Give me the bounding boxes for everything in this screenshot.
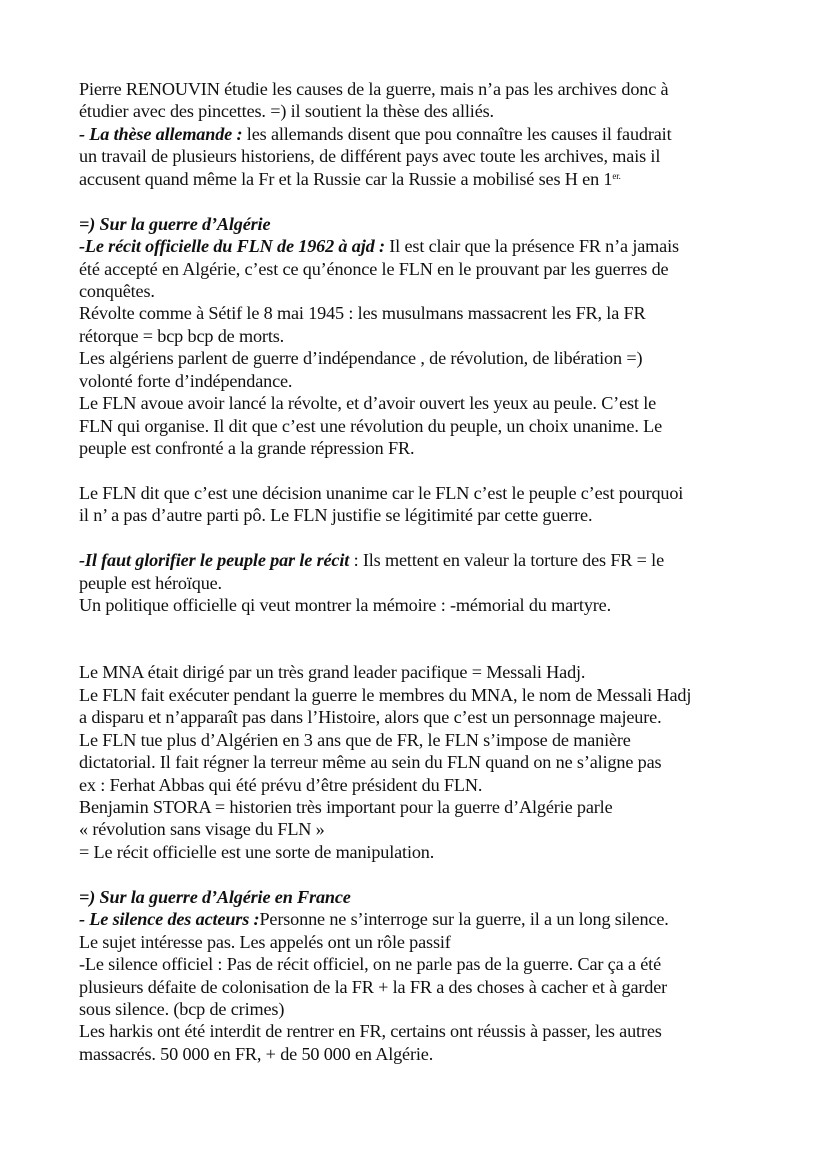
body-text: sous silence. (bcp de crimes) bbox=[79, 998, 285, 1019]
body-text: peuple est confronté a la grande répression FR. bbox=[79, 438, 415, 458]
text-line bbox=[79, 774, 759, 796]
text-line bbox=[79, 213, 759, 235]
body-text: Pierre RENOUVIN étudie les causes de la guerre, mais n’a pas les archives donc à bbox=[79, 79, 669, 99]
paragraph-gap bbox=[79, 639, 759, 661]
body-text: ex : Ferhat Abbas qui été prévu d’être président du FLN. bbox=[79, 774, 483, 795]
text-line bbox=[79, 145, 759, 167]
bold-italic-heading: =) Sur la guerre d’Algérie bbox=[79, 213, 271, 234]
text-line bbox=[79, 1020, 759, 1042]
text-line bbox=[79, 280, 759, 302]
body-text: été accepté en Algérie, c’est ce qu’énonce le FLN en le prouvant par les guerres de bbox=[79, 258, 669, 279]
text-line bbox=[79, 415, 759, 437]
body-text: un travail de plusieurs historiens, de différent pays avec toute les archives, mais il bbox=[79, 146, 661, 167]
body-text: « révolution sans visage du FLN » bbox=[79, 819, 325, 840]
body-text: conquêtes. bbox=[79, 280, 155, 301]
body-text: les allemands disent que pou connaître les causes il faudrait bbox=[246, 123, 672, 144]
text-line bbox=[79, 100, 759, 122]
text-line bbox=[79, 751, 759, 773]
text-line bbox=[79, 258, 759, 280]
body-text: = Le récit officielle est une sorte de manipulation. bbox=[79, 841, 435, 862]
body-text: Le FLN dit que c’est une décision unanime car le FLN c’est le peuple c’est pourquoi bbox=[79, 482, 684, 503]
text-line bbox=[79, 325, 759, 347]
body-text: FLN qui organise. Il dit que c’est une révolution du peuple, un choix unanime. Le bbox=[79, 415, 663, 436]
text-line bbox=[79, 347, 759, 369]
document-page bbox=[79, 78, 759, 1065]
text-line bbox=[79, 437, 759, 459]
paragraph-block bbox=[79, 482, 759, 527]
bold-italic-heading: =) Sur la guerre d’Algérie en France bbox=[79, 886, 351, 907]
paragraph-gap bbox=[79, 190, 759, 212]
superscript: er. bbox=[612, 170, 621, 181]
text-line bbox=[79, 953, 759, 975]
body-text: Les algériens parlent de guerre d’indépendance , de révolution, de libération =) bbox=[79, 348, 643, 369]
text-line bbox=[79, 976, 759, 998]
bold-italic-heading: - Le silence des acteurs : bbox=[79, 909, 260, 930]
text-line bbox=[79, 706, 759, 728]
text-line bbox=[79, 908, 759, 930]
text-line bbox=[79, 661, 759, 683]
text-line bbox=[79, 841, 759, 863]
paragraph-gap bbox=[79, 863, 759, 885]
body-text: Benjamin STORA = historien très important pour la guerre d’Algérie parle bbox=[79, 797, 613, 817]
body-text: Un politique officielle qi veut montrer la mémoire : -mémorial du martyre. bbox=[79, 595, 612, 616]
body-text: Il est clair que la présence FR n’a jamais bbox=[389, 236, 679, 257]
body-text: : Ils mettent en valeur la torture des FR = le bbox=[349, 550, 665, 571]
body-text: étudier avec des pincettes. =) il soutient la thèse des alliés. bbox=[79, 101, 494, 122]
body-text: accusent quand même la Fr et la Russie car la Russie a mobilisé ses H en 1 bbox=[79, 168, 613, 189]
text-line bbox=[79, 729, 759, 751]
text-line bbox=[79, 392, 759, 414]
body-text: il n’ a pas d’autre parti pô. Le FLN justifie se légitimité par cette guerre. bbox=[79, 505, 593, 526]
text-line bbox=[79, 572, 759, 594]
paragraph-block bbox=[79, 886, 759, 1066]
body-text: plusieurs défaite de colonisation de la FR + la FR a des choses à cacher et à garder bbox=[79, 976, 668, 997]
body-text: Le MNA était dirigé par un très grand leader pacifique = Messali Hadj. bbox=[79, 662, 586, 683]
body-text: Le FLN tue plus d’Algérien en 3 ans que de FR, le FLN s’impose de manière bbox=[79, 729, 631, 750]
body-text: Le sujet intéresse pas. Les appelés ont un rôle passif bbox=[79, 931, 451, 952]
body-text: massacrés. 50 000 en FR, + de 50 000 en Algérie. bbox=[79, 1043, 434, 1064]
text-line bbox=[79, 998, 759, 1020]
text-line bbox=[79, 235, 759, 257]
body-text: a disparu et n’apparaît pas dans l’Histoire, alors que c’est un personnage majeure. bbox=[79, 707, 662, 728]
paragraph-block bbox=[79, 213, 759, 460]
text-line bbox=[79, 123, 759, 145]
body-text: peuple est héroïque. bbox=[79, 572, 222, 593]
paragraph-block bbox=[79, 549, 759, 616]
body-text: rétorque = bcp bcp de morts. bbox=[79, 325, 285, 346]
paragraph-gap bbox=[79, 527, 759, 549]
text-line bbox=[79, 594, 759, 616]
body-text: Personne ne s’interroge sur la guerre, il a un long silence. bbox=[259, 909, 669, 930]
body-text: dictatorial. Il fait régner la terreur même au sein du FLN quand on ne s’aligne pas bbox=[79, 752, 662, 773]
text-line bbox=[79, 482, 759, 504]
text-line bbox=[79, 370, 759, 392]
text-line bbox=[79, 818, 759, 840]
body-text: -Le silence officiel : Pas de récit officiel, on ne parle pas de la guerre. Car ça a été bbox=[79, 954, 661, 975]
text-line bbox=[79, 504, 759, 526]
bold-italic-heading: - La thèse allemande : bbox=[79, 123, 247, 144]
bold-italic-heading: -Le récit officielle du FLN de 1962 à ajd : bbox=[79, 236, 390, 257]
body-text: Les harkis ont été interdit de rentrer en FR, certains ont réussis à passer, les autres bbox=[79, 1021, 662, 1042]
text-line bbox=[79, 684, 759, 706]
text-line bbox=[79, 302, 759, 324]
paragraph-block bbox=[79, 78, 759, 190]
text-line bbox=[79, 931, 759, 953]
text-line bbox=[79, 168, 759, 190]
text-line bbox=[79, 1043, 759, 1065]
body-text: Le FLN avoue avoir lancé la révolte, et d’avoir ouvert les yeux au peule. C’est le bbox=[79, 393, 657, 414]
text-line bbox=[79, 886, 759, 908]
text-line bbox=[79, 549, 759, 571]
paragraph-block bbox=[79, 661, 759, 863]
body-text: Révolte comme à Sétif le 8 mai 1945 : les musulmans massacrent les FR, la FR bbox=[79, 303, 646, 324]
text-line bbox=[79, 796, 759, 818]
paragraph-gap bbox=[79, 617, 759, 639]
body-text: Le FLN fait exécuter pendant la guerre le membres du MNA, le nom de Messali Hadj bbox=[79, 684, 692, 705]
bold-italic-heading: -Il faut glorifier le peuple par le récit bbox=[79, 550, 350, 571]
paragraph-gap bbox=[79, 459, 759, 481]
text-line bbox=[79, 78, 759, 100]
body-text: volonté forte d’indépendance. bbox=[79, 370, 293, 391]
